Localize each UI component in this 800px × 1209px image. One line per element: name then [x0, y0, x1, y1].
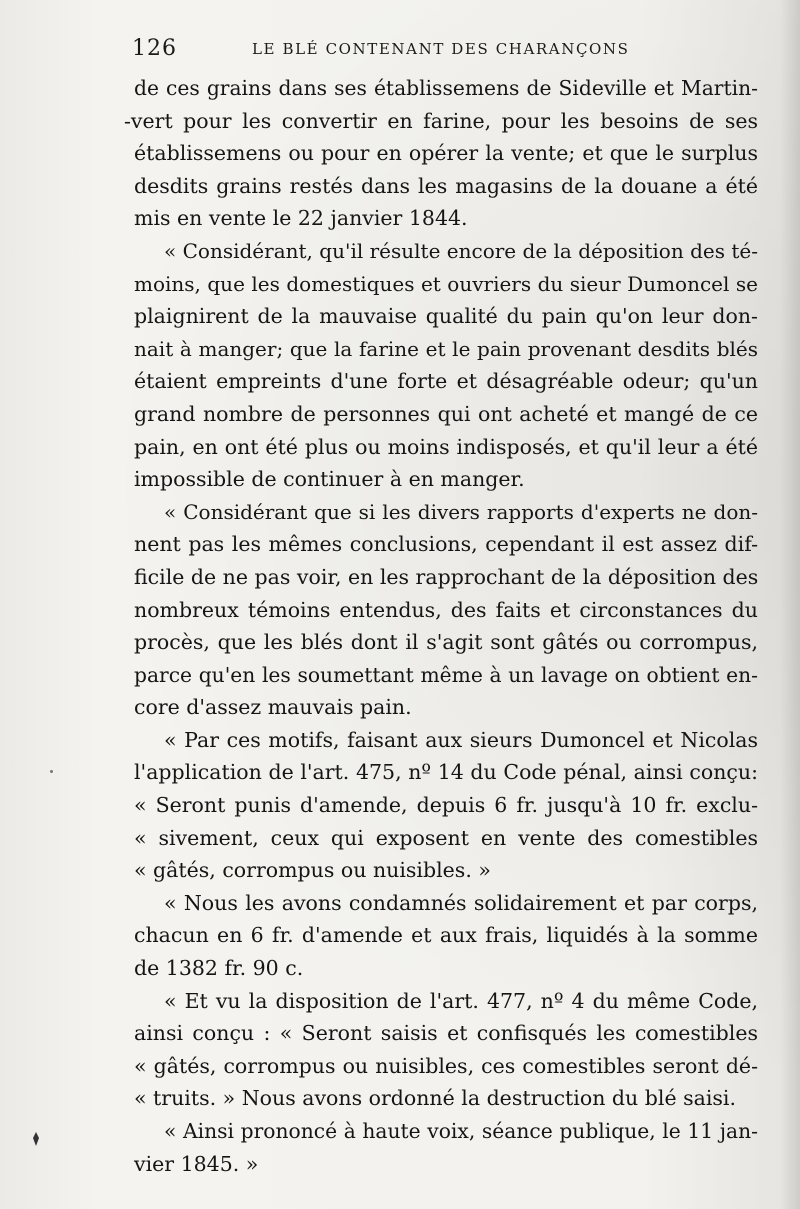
text-line: « Ainsi prononcé à haute voix, séance publique, le 11 jan-: [164, 1119, 758, 1143]
text-line: grand nombre de personnes qui ont acheté et mangé de ce: [134, 401, 758, 426]
text-line: moins, que les domestiques et ouvriers du sieur Dumoncel se: [134, 271, 758, 296]
text-line: « gâtés, corrompus ou nuisibles. »: [134, 858, 491, 883]
ink-speck: [50, 770, 53, 773]
text-line: pain, en ont été plus ou moins indisposés, et qu'il leur a été: [134, 434, 758, 459]
text-line: -vert pour les convertir en farine, pour les besoins de ses: [124, 108, 758, 133]
text-line: core d'assez mauvais pain.: [134, 695, 412, 720]
text-line: étaient empreints d'une forte et désagréable odeur; qu'un: [134, 369, 758, 394]
text-line: impossible de continuer à en manger.: [134, 467, 525, 492]
text-line: nent pas les mêmes conclusions, cependant il est assez dif-: [134, 532, 758, 557]
text-line: vier 1845. »: [134, 1151, 259, 1176]
text-line: « Nous les avons condamnés solidairement et par corps,: [164, 890, 758, 915]
text-line: « Par ces motifs, faisant aux sieurs Dumoncel et Nicolas: [164, 727, 758, 752]
text-line: chacun en 6 fr. d'amende et aux frais, liquidés à la somme: [134, 923, 758, 948]
text-line: parce qu'en les soumettant même à un lavage on obtient en-: [134, 662, 758, 687]
text-line: « gâtés, corrompus ou nuisibles, ces comestibles seront dé-: [134, 1053, 758, 1078]
text-line: nombreux témoins entendus, des faits et circonstances du: [134, 597, 758, 622]
text-line: ficile de ne pas voir, en les rapprochant de la déposition des: [134, 564, 759, 589]
page-edge-shadow: [780, 0, 800, 1209]
text-line: « truits. » Nous avons ordonné la destruction du blé saisi.: [134, 1086, 736, 1111]
page-header: [132, 36, 750, 66]
text-line: de 1382 fr. 90 c.: [134, 956, 304, 981]
text-line: « Considérant que si les divers rapports d'experts ne don-: [164, 499, 758, 524]
text-line: établissemens ou pour en opérer la vente; et que le surplus: [134, 141, 758, 166]
page-number: 126: [132, 36, 177, 61]
text-line: de ces grains dans ses établissemens de Sideville et Martin-: [134, 76, 758, 100]
body-text: [124, 72, 759, 1180]
running-head: LE BLÉ CONTENANT DES CHARANÇONS: [252, 40, 630, 58]
text-line: « Et vu la disposition de l'art. 477, nº 4 du même Code,: [164, 988, 758, 1013]
text-line: nait à manger; que la farine et le pain provenant desdits blés: [134, 336, 758, 361]
text-line: ainsi conçu : « Seront saisis et confisqués les comestibles: [134, 1021, 758, 1046]
text-line: « Seront punis d'amende, depuis 6 fr. jusqu'à 10 fr. exclu-: [134, 793, 758, 818]
margin-ink-mark: [30, 1130, 42, 1148]
text-line: « Considérant, qu'il résulte encore de la déposition des té-: [164, 238, 758, 263]
text-line: mis en vente le 22 janvier 1844.: [134, 206, 468, 231]
text-line: procès, que les blés dont il s'agit sont gâtés ou corrompus,: [134, 630, 758, 655]
text-line: desdits grains restés dans les magasins de la douane a été: [134, 173, 758, 198]
text-line: plaignirent de la mauvaise qualité du pain qu'on leur don-: [134, 304, 758, 329]
text-line: l'application de l'art. 475, nº 14 du Code pénal, ainsi conçu:: [134, 760, 758, 785]
text-line: « sivement, ceux qui exposent en vente des comestibles: [134, 825, 758, 850]
